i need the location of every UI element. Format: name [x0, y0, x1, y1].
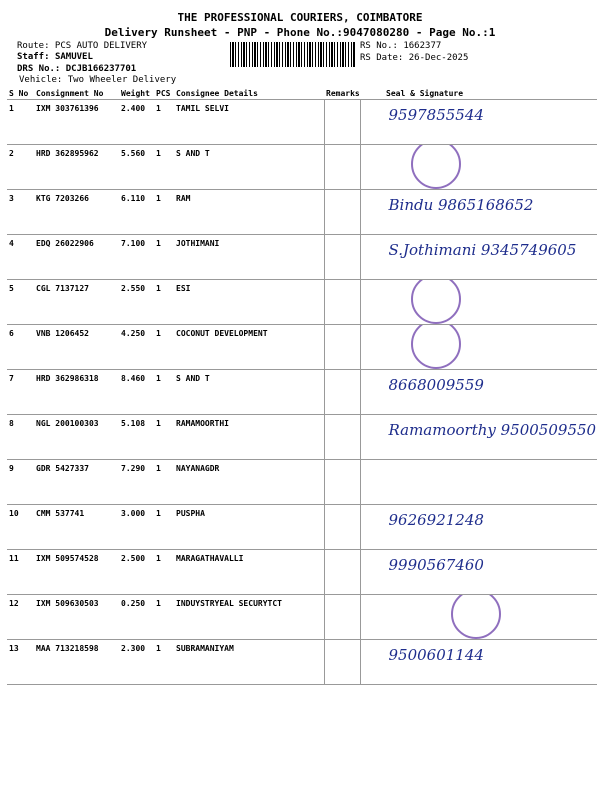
cell-consignee: RAM — [174, 190, 324, 235]
cell-pcs: 1 — [154, 505, 174, 550]
cell-weight: 2.500 — [119, 550, 154, 595]
handwritten-signature: 9626921248 — [388, 511, 484, 529]
table-row — [7, 235, 597, 280]
cell-pcs: 1 — [154, 640, 174, 685]
company-title: THE PROFESSIONAL COURIERS, COIMBATORE — [177, 11, 423, 24]
cell-remarks — [324, 415, 360, 460]
cell-signature — [360, 100, 597, 145]
cell-pcs: 1 — [154, 550, 174, 595]
cell-consignee: PUSPHA — [174, 505, 324, 550]
cell-signature — [360, 550, 597, 595]
cell-consignment-no: CGL 7137127 — [34, 280, 119, 325]
cell-signature — [360, 235, 597, 280]
cell-consignee: ESI — [174, 280, 324, 325]
cell-consignee: JOTHIMANI — [174, 235, 324, 280]
cell-sno: 7 — [7, 370, 34, 415]
cell-weight: 7.290 — [119, 460, 154, 505]
cell-sno: 1 — [7, 100, 34, 145]
seal-stamp — [411, 280, 461, 325]
cell-remarks — [324, 595, 360, 640]
cell-consignment-no: VNB 1206452 — [34, 325, 119, 370]
cell-pcs: 1 — [154, 145, 174, 190]
rs-date: RS Date: 26-Dec-2025 — [360, 53, 469, 63]
cell-consignee: COCONUT DEVELOPMENT — [174, 325, 324, 370]
runsheet-title: Delivery Runsheet - PNP - Phone No.:9047080280 - Page No.:1 — [104, 26, 496, 39]
cell-pcs: 1 — [154, 235, 174, 280]
cell-sno: 2 — [7, 145, 34, 190]
cell-consignee: TAMIL SELVI — [174, 100, 324, 145]
cell-sno: 12 — [7, 595, 34, 640]
col-seal-signature: Seal & Signature — [360, 88, 597, 100]
seal-stamp — [411, 325, 461, 370]
staff-info — [17, 52, 93, 62]
cell-weight: 6.110 — [119, 190, 154, 235]
cell-consignment-no: NGL 200100303 — [34, 415, 119, 460]
handwritten-signature: 9597855544 — [388, 106, 484, 124]
col-consignee: Consignee Details — [174, 88, 324, 100]
table-header-row — [7, 88, 597, 100]
handwritten-signature: Ramamoorthy 9500509550 — [388, 421, 597, 439]
cell-weight: 2.400 — [119, 100, 154, 145]
cell-consignment-no: EDQ 26022906 — [34, 235, 119, 280]
cell-remarks — [324, 190, 360, 235]
table-row — [7, 640, 597, 685]
col-pcs: PCS — [154, 88, 174, 100]
cell-remarks — [324, 640, 360, 685]
handwritten-signature: S.Jothimani 9345749605 — [388, 241, 577, 259]
cell-consignment-no: HRD 362986318 — [34, 370, 119, 415]
route-info: Route: PCS AUTO DELIVERY — [17, 41, 148, 51]
barcode — [230, 42, 355, 67]
rs-number: RS No.: 1662377 — [360, 41, 442, 51]
cell-consignment-no: CMM 537741 — [34, 505, 119, 550]
cell-remarks — [324, 280, 360, 325]
cell-sno: 13 — [7, 640, 34, 685]
cell-remarks — [324, 460, 360, 505]
cell-weight: 4.250 — [119, 325, 154, 370]
cell-pcs: 1 — [154, 370, 174, 415]
cell-pcs: 1 — [154, 325, 174, 370]
cell-remarks — [324, 145, 360, 190]
col-sno: S No — [7, 88, 34, 100]
table-row — [7, 325, 597, 370]
cell-sno: 4 — [7, 235, 34, 280]
cell-weight: 2.550 — [119, 280, 154, 325]
cell-consignment-no: GDR 5427337 — [34, 460, 119, 505]
cell-sno: 8 — [7, 415, 34, 460]
table-row — [7, 460, 597, 505]
table-row — [7, 190, 597, 235]
cell-signature — [360, 640, 597, 685]
cell-sno: 9 — [7, 460, 34, 505]
table-row — [7, 100, 597, 145]
runsheet-table — [7, 88, 597, 685]
cell-signature — [360, 190, 597, 235]
cell-sno: 10 — [7, 505, 34, 550]
cell-weight: 8.460 — [119, 370, 154, 415]
cell-consignment-no: MAA 713218598 — [34, 640, 119, 685]
cell-consignee: S AND T — [174, 370, 324, 415]
cell-consignee: S AND T — [174, 145, 324, 190]
cell-signature — [360, 460, 597, 505]
col-weight: Weight — [119, 88, 154, 100]
handwritten-signature: 9500601144 — [388, 646, 484, 664]
cell-signature — [360, 415, 597, 460]
cell-weight: 2.300 — [119, 640, 154, 685]
cell-pcs: 1 — [154, 190, 174, 235]
cell-sno: 5 — [7, 280, 34, 325]
cell-consignment-no: KTG 7203266 — [34, 190, 119, 235]
cell-consignee: INDUYSTRYEAL SECURYTCT — [174, 595, 324, 640]
cell-consignment-no: IXM 509574528 — [34, 550, 119, 595]
cell-consignee: SUBRAMANIYAM — [174, 640, 324, 685]
staff-name: SAMUVEL — [54, 52, 93, 62]
cell-consignee: MARAGATHAVALLI — [174, 550, 324, 595]
cell-weight: 3.000 — [119, 505, 154, 550]
handwritten-signature: 8668009559 — [388, 376, 484, 394]
cell-signature — [360, 325, 597, 370]
cell-signature — [360, 370, 597, 415]
drs-number: DRS No.: DCJB166237701 — [17, 64, 137, 74]
handwritten-signature: 9990567460 — [388, 556, 484, 574]
cell-sno: 11 — [7, 550, 34, 595]
cell-signature — [360, 595, 597, 640]
table-row — [7, 550, 597, 595]
cell-pcs: 1 — [154, 595, 174, 640]
cell-consignee: RAMAMOORTHI — [174, 415, 324, 460]
cell-pcs: 1 — [154, 460, 174, 505]
seal-stamp — [451, 595, 501, 640]
cell-consignment-no: HRD 362895962 — [34, 145, 119, 190]
cell-consignment-no: IXM 509630503 — [34, 595, 119, 640]
table-row — [7, 145, 597, 190]
cell-signature — [360, 505, 597, 550]
cell-consignment-no: IXM 303761396 — [34, 100, 119, 145]
cell-pcs: 1 — [154, 100, 174, 145]
staff-label: Staff: — [17, 52, 50, 62]
cell-remarks — [324, 550, 360, 595]
cell-weight: 7.100 — [119, 235, 154, 280]
table-row — [7, 280, 597, 325]
col-consignment: Consignment No — [34, 88, 119, 100]
table-row — [7, 505, 597, 550]
cell-remarks — [324, 235, 360, 280]
cell-signature — [360, 145, 597, 190]
handwritten-signature: Bindu 9865168652 — [388, 196, 534, 214]
cell-signature — [360, 280, 597, 325]
table-row — [7, 415, 597, 460]
cell-pcs: 1 — [154, 415, 174, 460]
table-row — [7, 370, 597, 415]
cell-pcs: 1 — [154, 280, 174, 325]
cell-weight: 0.250 — [119, 595, 154, 640]
cell-remarks — [324, 325, 360, 370]
cell-weight: 5.560 — [119, 145, 154, 190]
cell-weight: 5.108 — [119, 415, 154, 460]
cell-remarks — [324, 100, 360, 145]
seal-stamp — [411, 145, 461, 190]
cell-remarks — [324, 370, 360, 415]
table-row — [7, 595, 597, 640]
cell-sno: 6 — [7, 325, 34, 370]
vehicle-info: Vehicle: Two Wheeler Delivery — [19, 75, 177, 85]
cell-remarks — [324, 505, 360, 550]
col-remarks: Remarks — [326, 89, 360, 98]
cell-sno: 3 — [7, 190, 34, 235]
cell-consignee: NAYANAGDR — [174, 460, 324, 505]
